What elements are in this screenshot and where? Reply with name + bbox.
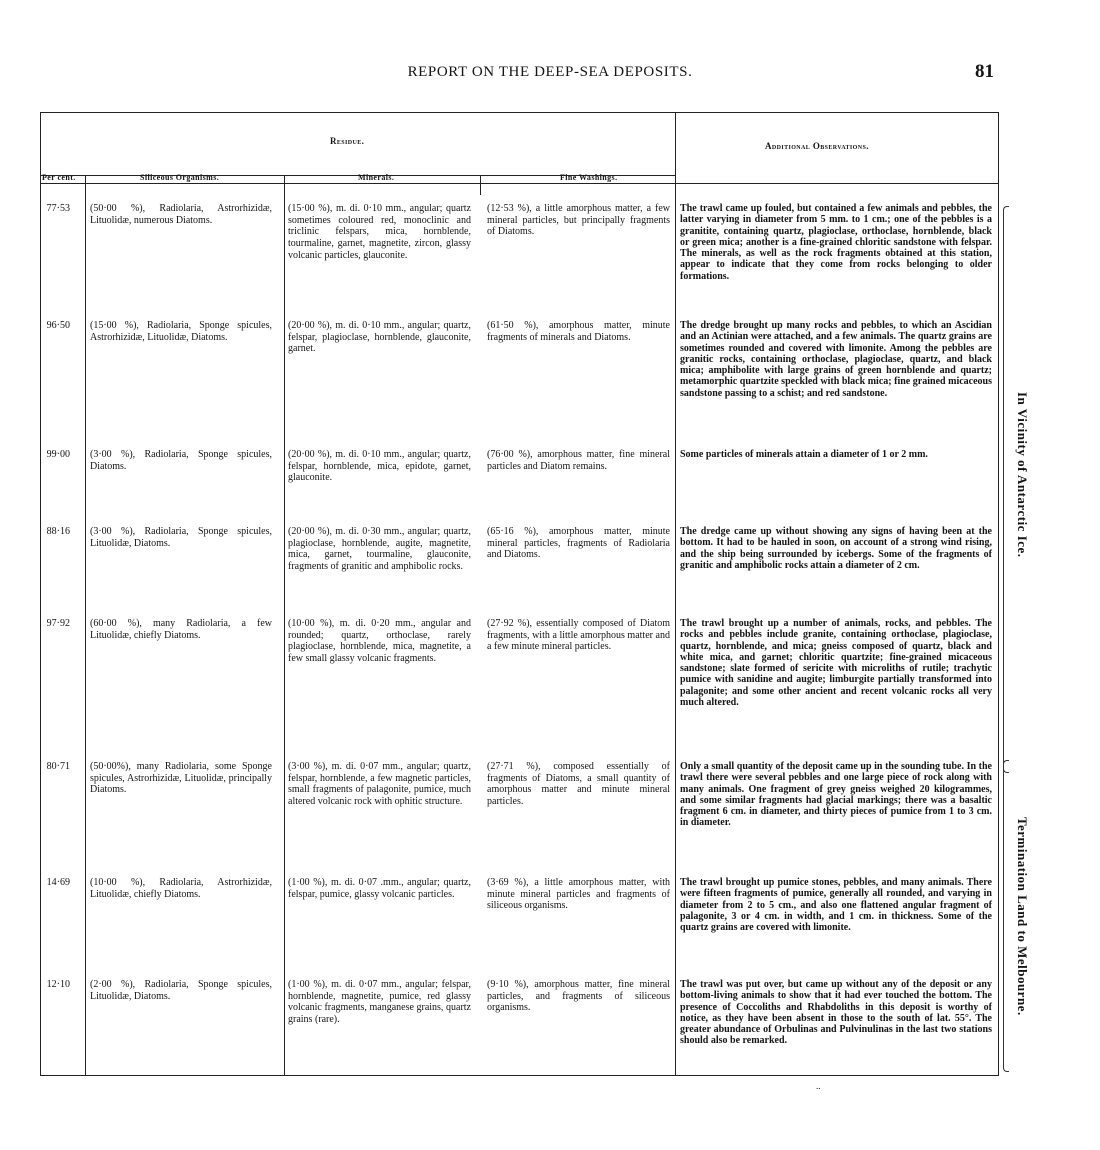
cell-observations: The trawl was put over, but came up without any of the deposit or any bottom-living animals to show that it had ever touched the bottom. The presence of Coccoliths and Rhabdoliths in this deposit is worthy of notice, as they have been absent in those to the south of lat. 55°. The greater abundance of Orbulinas and Pulvinulinas in the last two stations should also be remarked.: [680, 979, 992, 1047]
cell-observations: The trawl came up fouled, but contained a few animals and pebbles, the latter varying in diameter from 5 mm. to 1 cm.; one of the pebbles is a granitite, containing quartz, plagioclase, orthoclase, hornblende, black or green mica; another is a fine-grained chloritic sandstone with felspar. The minerals, as well as the rock fragments obtained at this station, appear to indicate that they come from rocks belonging to older formations.: [680, 203, 992, 282]
cell-fine-washings: (27·71 %), composed essentially of fragments of Diatoms, a small quantity of amorphous matter and minute mineral particles.: [487, 761, 670, 808]
cell-minerals: (3·00 %), m. di. 0·07 mm., angular; quartz, felspar, hornblende, a few magnetic particles, small fragments of palagonite, pumice, much altered volcanic rock with ophitic structure.: [288, 761, 471, 808]
header-per-cent: Per cent.: [42, 173, 76, 182]
cell-percent: 88·16: [46, 526, 70, 537]
cell-minerals: (10·00 %), m. di. 0·20 mm., angular and rounded; quartz, orthoclase, rarely plagioclase, hornblende, mica, magnetite, a few small glassy volcanic fragments.: [288, 618, 471, 665]
cell-observations: The trawl brought up a number of animals, rocks, and pebbles. The rocks and pebbles include granite, containing orthoclase, plagioclase, quartz, hornblende, and mica; gneiss composed of quartz, black and white mica, and garnet; chloritic quartzite; fine-grained micaceous sandstone; slate formed of sericite with microliths of rutile; trachytic pumice with sanidine and augite; limburgite partially transformed into palagonite; and some other ancient and recent volcanic rocks all very much altered.: [680, 618, 992, 709]
page-number: 81: [975, 61, 994, 82]
cell-percent: 14·69: [46, 877, 70, 888]
cell-siliceous: (3·00 %), Radiolaria, Sponge spicules, Diatoms.: [90, 449, 272, 472]
header-minerals: Minerals.: [358, 173, 395, 182]
brace-upper: [1003, 206, 1009, 773]
header-residue: Residue.: [330, 136, 365, 146]
cell-percent: 96·50: [46, 320, 70, 331]
cell-minerals: (20·00 %), m. di. 0·10 mm., angular; quartz, felspar, plagioclase, hornblende, glauconite, garnet.: [288, 320, 471, 355]
header-rule-lower: [40, 183, 998, 184]
cell-siliceous: (10·00 %), Radiolaria, Astrorhizidæ, Lituolidæ, chiefly Diatoms.: [90, 877, 272, 900]
cell-minerals: (1·00 %), m. di. 0·07 mm., angular; felspar, hornblende, magnetite, pumice, red glassy volcanic fragments, manganese grains, quartz grains (rare).: [288, 979, 471, 1026]
cell-minerals: (1·00 %), m. di. 0·07 .mm., angular; quartz, felspar, pumice, glassy volcanic particles.: [288, 877, 471, 900]
cell-observations: The trawl brought up pumice stones, pebbles, and many animals. There were fifteen fragments of pumice, generally all rounded, and varying in diameter from 2 to 5 cm., and also one flattened angular fragment of palagonite, 3 or 4 cm. in width, and 1 cm. in thickness. Some of the quartz grains are covered with limonite.: [680, 877, 992, 934]
header-fine-washings: Fine Washings.: [560, 173, 618, 182]
column-rule-minerals: [480, 175, 481, 195]
footer-mark: ..: [816, 1081, 821, 1091]
cell-siliceous: (2·00 %), Radiolaria, Sponge spicules, Lituolidæ, Diatoms.: [90, 979, 272, 1002]
header-additional-observations: Additional Observations.: [765, 141, 869, 151]
cell-minerals: (20·00 %), m. di. 0·10 mm., angular; quartz, felspar, hornblende, mica, epidote, garnet, glauconite.: [288, 449, 471, 484]
column-rule-siliceous: [284, 175, 285, 1075]
side-label-termination-land: Termination Land to Melbourne.: [1015, 817, 1030, 1016]
side-label-antarctic-ice: In Vicinity of Antarctic Ice.: [1015, 392, 1030, 558]
column-rule-percent: [85, 175, 86, 1075]
cell-siliceous: (3·00 %), Radiolaria, Sponge spicules, Lituolidæ, Diatoms.: [90, 526, 272, 549]
cell-percent: 97·92: [46, 618, 70, 629]
cell-percent: 99·00: [46, 449, 70, 460]
running-title: REPORT ON THE DEEP-SEA DEPOSITS.: [407, 64, 693, 80]
cell-fine-washings: (27·92 %), essentially composed of Diatom fragments, with a little amorphous matter and a few minute mineral particles.: [487, 618, 670, 653]
cell-minerals: (15·00 %), m. di. 0·10 mm., angular; quartz sometimes coloured red, monoclinic and triclinic felspars, mica, hornblende, tourmaline, garnet, magnetite, zircon, glassy volcanic particles, glauconite.: [288, 203, 471, 261]
cell-fine-washings: (9·10 %), amorphous matter, fine mineral particles, and fragments of siliceous organisms.: [487, 979, 670, 1014]
cell-siliceous: (50·00 %), Radiolaria, Astrorhizidæ, Lituolidæ, numerous Diatoms.: [90, 203, 272, 226]
cell-fine-washings: (3·69 %), a little amorphous matter, with minute mineral particles and fragments of siliceous organisms.: [487, 877, 670, 912]
cell-fine-washings: (12·53 %), a little amorphous matter, a few mineral particles, but principally fragments of Diatoms.: [487, 203, 670, 238]
cell-siliceous: (50·00%), many Radiolaria, some Sponge spicules, Astrorhizidæ, Lituolidæ, principally Diatoms.: [90, 761, 272, 796]
brace-lower: [1003, 760, 1009, 1072]
cell-fine-washings: (65·16 %), amorphous matter, minute mineral particles, fragments of Radiolaria and Diatoms.: [487, 526, 670, 561]
cell-fine-washings: (61·50 %), amorphous matter, minute fragments of minerals and Diatoms.: [487, 320, 670, 343]
cell-minerals: (20·00 %), m. di. 0·30 mm., angular; quartz, plagioclase, hornblende, augite, magnetite, mica, garnet, tourmaline, glauconite, fragments of granitic and amphibolic rocks.: [288, 526, 471, 573]
cell-observations: Some particles of minerals attain a diameter of 1 or 2 mm.: [680, 449, 928, 460]
running-head: [0, 61, 1100, 84]
cell-fine-washings: (76·00 %), amorphous matter, fine mineral particles and Diatom remains.: [487, 449, 670, 472]
cell-siliceous: (15·00 %), Radiolaria, Sponge spicules, Astrorhizidæ, Lituolidæ, Diatoms.: [90, 320, 272, 343]
cell-percent: 80·71: [46, 761, 70, 772]
header-siliceous: Siliceous Organisms.: [140, 173, 220, 182]
cell-observations: Only a small quantity of the deposit came up in the sounding tube. In the trawl there were several pebbles and one large piece of rock along with many animals. One fragment of grey gneiss weighed 20 kilogrammes, and some similar fragments had glacial markings; there was a basaltic fragment 6 cm. in diameter, and thirty pieces of pumice from 1 to 3 cm. in diameter.: [680, 761, 992, 829]
column-rule-fine: [675, 113, 676, 1075]
cell-percent: 77·53: [46, 203, 70, 214]
deposits-table: [40, 112, 999, 1076]
table-left-rule: [40, 113, 41, 1075]
cell-observations: The dredge brought up many rocks and pebbles, to which an Ascidian and an Actinian were attached, and a few animals. The quartz grains are sometimes rounded and covered with limonite. Among the pebbles are granitic rocks, containing orthoclase, plagioclase, quartz, and black mica; amphibolite with large grains of green hornblende and quartz; metamorphic quartzite speckled with black mica; fine grained micaceous sandstone passing to a schist; and red sandstone.: [680, 320, 992, 399]
cell-observations: The dredge came up without showing any signs of having been at the bottom. It had to be hauled in soon, on account of a strong wind rising, and the ship being surrounded by icebergs. Some of the fragments of granitic and amphibolic rocks attain a diameter of 2 cm.: [680, 526, 992, 571]
cell-siliceous: (60·00 %), many Radiolaria, a few Lituolidæ, chiefly Diatoms.: [90, 618, 272, 641]
cell-percent: 12·10: [46, 979, 70, 990]
